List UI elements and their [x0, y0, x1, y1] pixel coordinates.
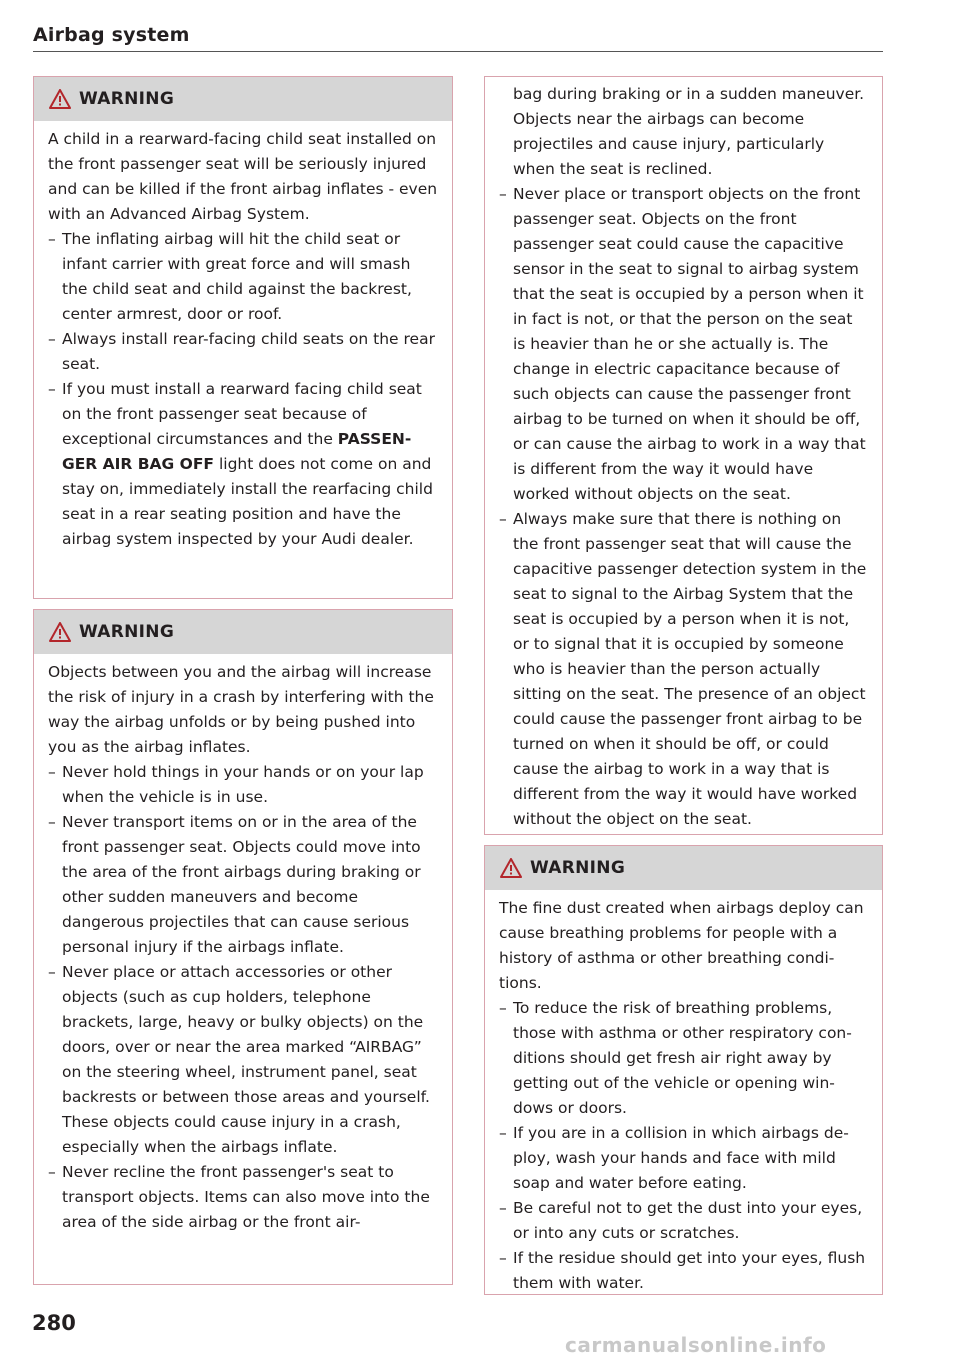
warning-triangle-icon: [49, 622, 71, 642]
warning-intro: The fine dust created when airbags deploy can cause breathing problems for people with a history of asthma or other breathing conditions.: [499, 899, 864, 992]
watermark: carmanualsonline.info: [565, 1333, 827, 1357]
list-item: – The inflating airbag will hit the child seat or infant carrier with great force and will smash the child seat and child against the backrest, center armrest, door or roof.: [48, 230, 412, 323]
warning-triangle-icon: [500, 858, 522, 878]
list-item: – If you must install a rearward facing child seat on the front passenger seat because of exceptional circumstances and the PASSENGER AIR BAG OFF light does not come on and stay on, immediately install the rearfacing child seat in a rear seating position and have the airbag system inspected by your Audi dealer.: [48, 380, 433, 548]
list-item: – If you are in a collision in which airbags deploy, wash your hands and face with mild soap and water before eating.: [499, 1124, 849, 1192]
warning-box-continued: [484, 76, 883, 835]
warning-label: WARNING: [79, 89, 175, 109]
warning-intro: Objects between you and the airbag will increase the risk of injury in a crash by interfering with the way the airbag unfolds or by being pushed into you as the airbag inflates.: [48, 663, 434, 756]
warning-intro: A child in a rearward-facing child seat installed on the front passenger seat will be seriously injured and can be killed if the front airbag inflates - even with an Advanced Airbag System.: [48, 130, 438, 223]
list-item: – Never place or transport objects on the front passenger seat. Objects on the front passenger seat could cause the capacitive sensor in the seat to signal to airbag system that the seat is occupied by a person when it in fact is not, or that the person on the seat is heavier than he or she actually is. The change in electric capacitance because of such objects can cause the passenger front airbag to be turned on when it should be off, or can cause the airbag to work in a way that is different from the way it would have worked without objects on the seat.: [499, 185, 866, 503]
list-item: – If the residue should get into your eyes, flush them with water.: [499, 1249, 866, 1292]
warning-header: [34, 610, 452, 654]
warning-box-dust: [484, 845, 883, 1295]
warning-box-objects: [33, 609, 453, 1285]
list-item: – Never hold things in your hands or on your lap when the vehicle is in use.: [48, 763, 424, 806]
warning-box-child-seat: [33, 76, 453, 599]
indicator-light-name: PASSENGER AIR BAG OFF: [62, 430, 412, 473]
section-title: Airbag system: [33, 24, 190, 46]
list-item: – Be careful not to get the dust into your eyes, or into any cuts or scratches.: [499, 1199, 863, 1242]
list-item: – Always install rear-facing child seats on the rear seat.: [48, 330, 435, 373]
page-number: 280: [32, 1311, 76, 1335]
header-divider: [33, 51, 883, 52]
list-item: – To reduce the risk of breathing problems, those with asthma or other respiratory conditions should get fresh air right away by getting out of the vehicle or opening windows or doors.: [499, 999, 852, 1117]
warning-header: [485, 846, 882, 890]
warning-header: [34, 77, 452, 121]
list-item: – Never recline the front passenger's seat to transport objects. Items can also move into the area of the side airbag or the front air-: [48, 1163, 430, 1231]
warning-continued-text: bag during braking or in a sudden maneuver. Objects near the airbags can become projectiles and cause injury, particularly when the seat is reclined.: [513, 85, 865, 178]
warning-label: WARNING: [530, 858, 626, 878]
warning-label: WARNING: [79, 622, 175, 642]
warning-triangle-icon: [49, 89, 71, 109]
list-item: – Never place or attach accessories or other objects (such as cup holders, telephone brackets, large, heavy or bulky objects) on the doors, over or near the area marked “AIRBAG” on the steering wheel, instrument panel, seat backrests or between those areas and yourself. These objects could cause injury in a crash, especially when the airbags inflate.: [48, 963, 430, 1156]
list-item: – Never transport items on or in the area of the front passenger seat. Objects could move into the area of the front airbags during braking or other sudden maneuvers and become dangerous projectiles that can cause serious personal injury if the airbags inflate.: [48, 813, 421, 956]
list-item: – Always make sure that there is nothing on the front passenger seat that will cause the capacitive passenger detection system in the seat to signal to the Airbag System that the seat is occupied by a person when it is not, or to signal that it is occupied by someone who is heavier than the person actually sitting on the seat. The presence of an object could cause the passenger front airbag to be turned on when it should be off, or could cause the airbag to work in a way that is different from the way it would have worked without the object on the seat.: [499, 510, 867, 828]
